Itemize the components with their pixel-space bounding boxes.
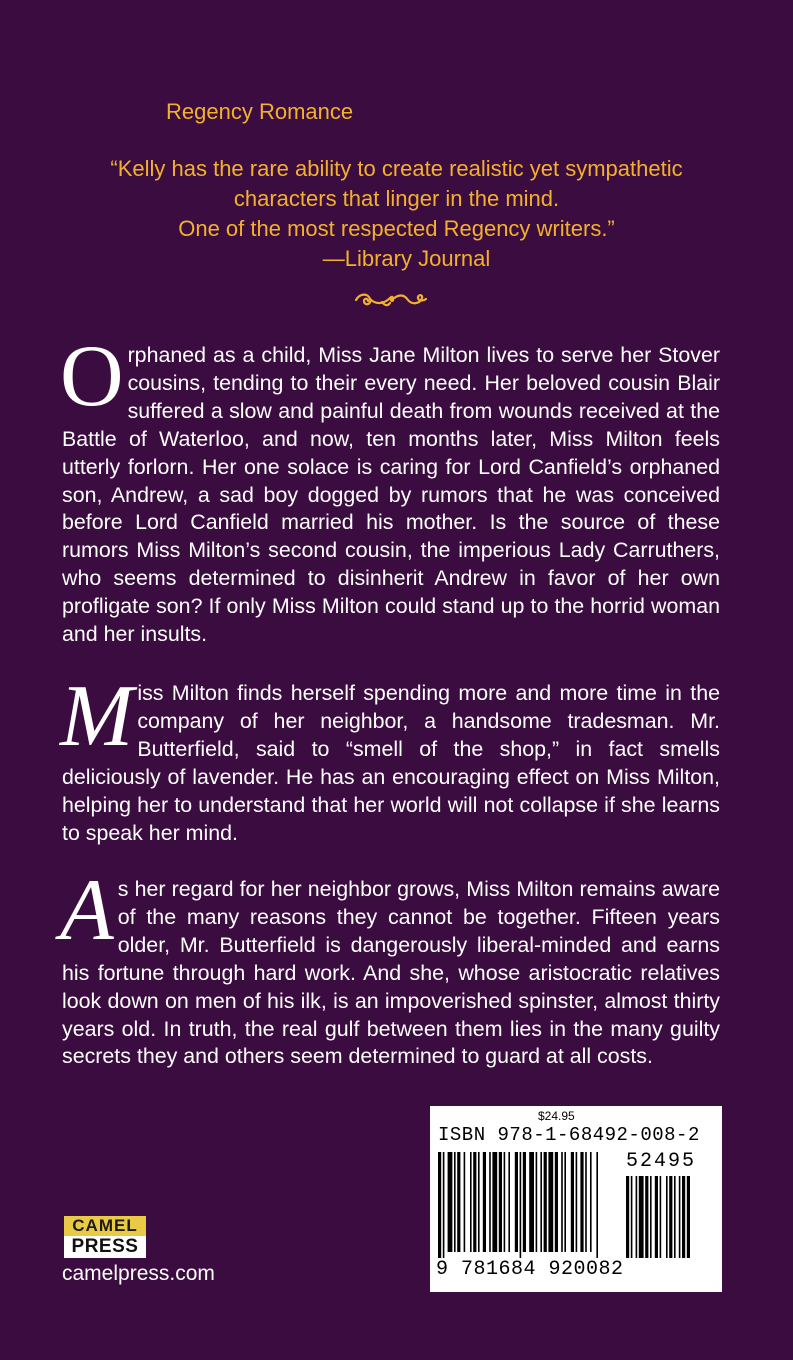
barcode-bar	[448, 1152, 453, 1252]
addon-bar	[669, 1176, 672, 1258]
barcode-bar	[548, 1152, 553, 1252]
flourish-ornament-icon	[352, 290, 432, 310]
blurb-paragraph-2	[60, 668, 720, 847]
barcode-bar	[492, 1152, 497, 1252]
barcode-bar	[457, 1152, 460, 1252]
addon-bar	[660, 1176, 662, 1258]
paragraph-text: s her regard for her neighbor grows, Miss Milton remains aware of the many reasons they cannot be together. Fifteen years older, Mr. Butterfield is dangerously liberal-minded and earns his fortune through hard work. And she, whose aristocratic relatives look down on men of his ilk, is an impoverished spinster, almost thirty years old. In truth, the real gulf between them lies in the many guilty secrets they and others seem determined to guard at all costs.	[62, 877, 720, 1069]
paragraph-text: rphaned as a child, Miss Jane Milton lives to serve her Stover cousins, tending to their every need. Her beloved cousin Blair suffered a slow and painful death from wounds received at the Battle of Waterloo, and now, ten months later, Miss Milton feels utterly forlorn. Her one solace is caring for Lord Canfield’s orphaned son, Andrew, a sad boy dogged by rumors that he was conceived before Lord Canfield married his mother. Is the source of these rumors Miss Milton’s second cousin, the imperious Lady Carruthers, who seems determined to disinherit Andrew in favor of her own profligate son? If only Miss Milton could stand up to the horrid woman and her insults.	[62, 343, 720, 647]
barcode-bar	[499, 1152, 502, 1252]
publisher-logo	[64, 1216, 146, 1258]
barcode-bar	[576, 1152, 578, 1252]
barcode-bar	[478, 1152, 480, 1252]
dropcap-letter: M	[60, 668, 134, 765]
addon-bar	[645, 1176, 648, 1258]
barcode-bar	[438, 1152, 441, 1258]
barcode-panel	[430, 1106, 722, 1292]
addon-bar	[626, 1176, 629, 1258]
dropcap-letter: O	[60, 328, 124, 425]
barcode-bar	[544, 1152, 547, 1252]
barcode-bar	[580, 1152, 583, 1252]
quote-line: “Kelly has the rare ability to create realistic yet sympathetic	[110, 156, 683, 181]
barcode-bar	[536, 1152, 538, 1252]
quote-source: —Library Journal	[322, 246, 491, 271]
barcode-bar	[504, 1152, 506, 1252]
addon-bar	[639, 1176, 644, 1258]
review-quote	[0, 154, 793, 274]
publisher-website: camelpress.com	[62, 1262, 215, 1285]
barcode-bar	[508, 1152, 510, 1252]
price-label: $24.95	[538, 1109, 575, 1123]
addon-number: 52495	[626, 1150, 697, 1173]
barcode-bar	[564, 1152, 566, 1252]
barcode-bar	[515, 1152, 518, 1252]
barcode-bar	[473, 1152, 476, 1252]
quote-line: One of the most respected Regency writers.”	[178, 216, 615, 241]
addon-bar	[687, 1176, 690, 1258]
addon-bar	[682, 1176, 685, 1258]
dropcap-letter: A	[60, 862, 114, 959]
addon-bar	[655, 1176, 658, 1258]
barcode-bar	[540, 1152, 542, 1252]
addon-bar	[666, 1176, 668, 1258]
addon-bar	[631, 1176, 633, 1258]
barcode-bar	[464, 1152, 466, 1252]
paragraph-text: iss Milton finds herself spending more and more time in the company of her neighbor, a handsome tradesman. Mr. Butterfield, said to “smell of the shop,” in fact smells deliciously of lavender. He has an encouraging effect on Miss Milton, helping her to understand that her world will not collapse if she learns to speak her mind.	[62, 681, 720, 845]
blurb-paragraph-1	[60, 328, 720, 649]
barcode-bar	[520, 1152, 522, 1258]
logo-bottom-text: PRESS	[64, 1236, 146, 1258]
isbn-label: ISBN 978-1-68492-008-2	[438, 1124, 700, 1146]
quote-line: characters that linger in the mind.	[233, 186, 560, 211]
addon-bar	[674, 1176, 676, 1258]
barcode-bar	[571, 1152, 574, 1252]
barcode-bar	[590, 1152, 592, 1252]
barcode-bar	[529, 1152, 534, 1252]
barcode-bar	[585, 1152, 587, 1252]
blurb-paragraph-3	[60, 862, 720, 1071]
barcode-bar	[470, 1152, 472, 1252]
barcode-bar	[443, 1152, 445, 1258]
barcode-bar	[523, 1152, 526, 1252]
addon-bar	[650, 1176, 652, 1258]
logo-top-text: CAMEL	[64, 1216, 146, 1236]
barcode-bar	[555, 1152, 558, 1252]
genre-label: Regency Romance	[166, 99, 354, 124]
barcode-bar	[483, 1152, 486, 1252]
barcode-digits: 9 781684 920082	[436, 1258, 624, 1281]
barcode-bar	[561, 1152, 563, 1252]
barcode-bar	[596, 1152, 598, 1258]
barcode-bar	[489, 1152, 491, 1252]
barcode-bar	[454, 1152, 456, 1252]
addon-bar	[636, 1176, 638, 1258]
addon-bar	[679, 1176, 681, 1258]
